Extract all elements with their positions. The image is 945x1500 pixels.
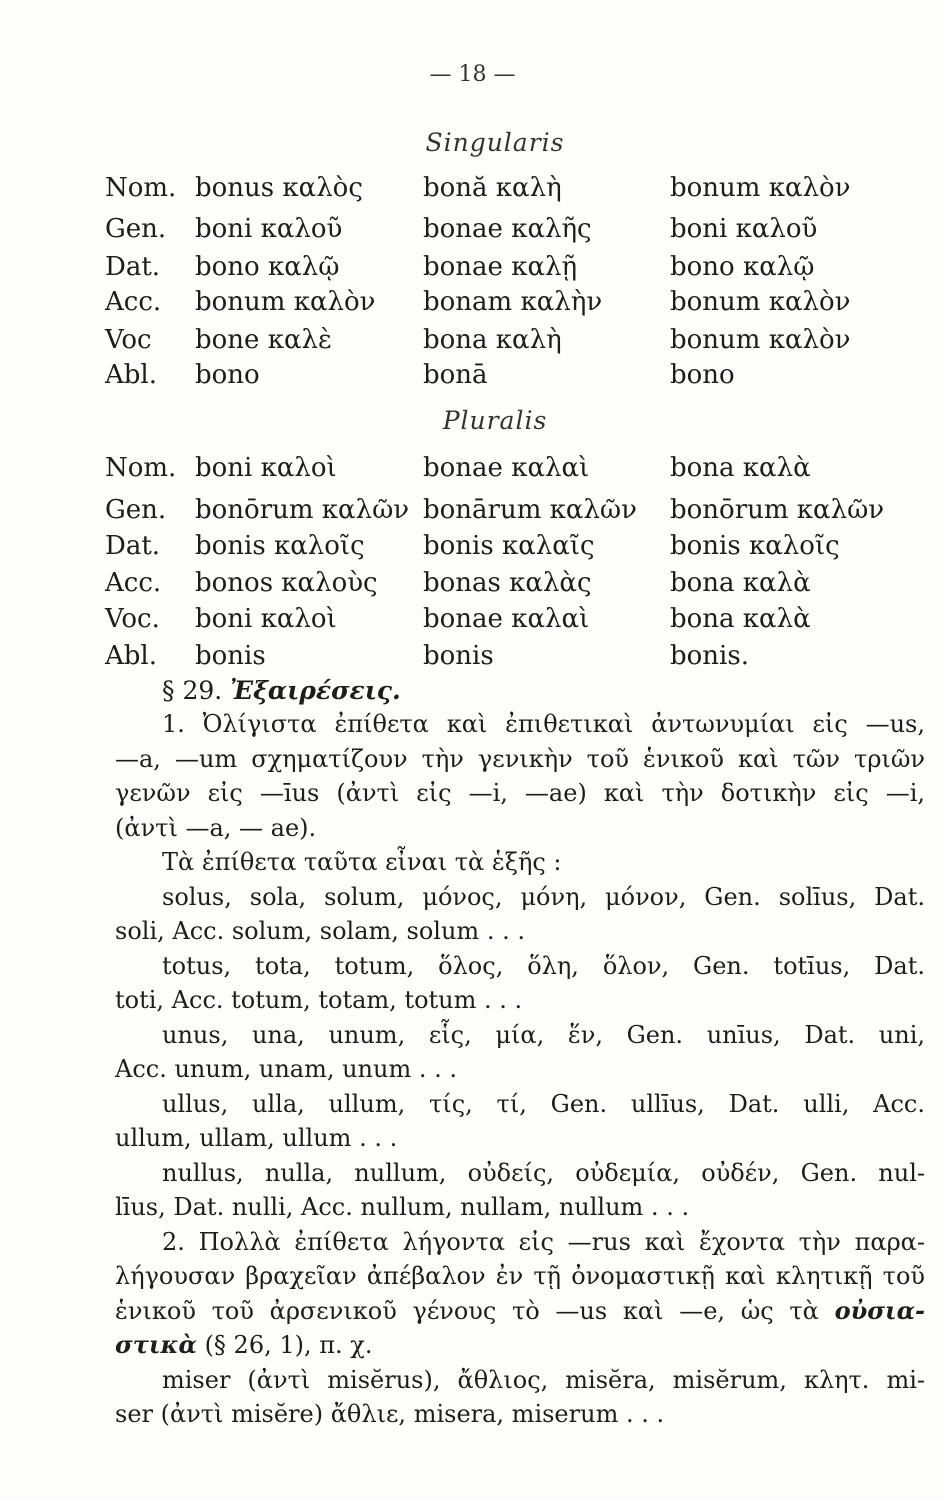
feminine-form: bonārum καλῶν [423, 495, 637, 525]
text-line: λήγουσαν βραχεῖαν ἀπέβαλον ἐν τῇ ὀνομαστικῇ καὶ κλητικῇ τοῦ [115, 1262, 925, 1290]
text-line: —a, —um σχηματίζουν τὴν γενικὴν τοῦ ἑνικοῦ καὶ τῶν τριῶν [115, 744, 925, 773]
case-label: Voc [105, 325, 152, 355]
masculine-form: bono [195, 360, 260, 390]
neuter-form: bonum καλὸν [670, 173, 851, 203]
masculine-form: bono καλῷ [195, 252, 340, 282]
text-line: nullus, nulla, nullum, οὐδείς, οὐδεμία, οὐδέν, Gen. nul- [162, 1158, 925, 1187]
feminine-form: bonae καλῆς [423, 214, 592, 244]
case-label: Voc. [105, 604, 160, 634]
neuter-form: bono [670, 360, 735, 390]
section-title: Ἐξαιρέσεις. [230, 676, 401, 705]
text-line: 2. Πολλὰ ἐπίθετα λήγοντα εἰς —rus καὶ ἔχοντα τὴν παρα- [162, 1227, 925, 1256]
masculine-form: boni καλοὶ [195, 453, 337, 483]
feminine-form: bonis [423, 641, 494, 671]
case-label: Gen. [105, 214, 167, 244]
text-line: līus, Dat. nulli, Acc. nullum, nullam, nullum . . . [115, 1193, 690, 1221]
section-heading [162, 674, 401, 708]
case-label: Acc. [105, 287, 162, 317]
case-label: Dat. [105, 252, 161, 282]
text-line-with-emphasis [115, 1294, 925, 1329]
neuter-form: bona καλὰ [670, 604, 811, 634]
neuter-form: bonōrum καλῶν [670, 495, 885, 525]
text-line: ullus, ulla, ullum, τίς, τί, Gen. ullīus, Dat. ulli, Acc. [162, 1089, 925, 1118]
masculine-form: bonis καλοῖς [195, 531, 365, 561]
masculine-form: bonus καλὸς [195, 173, 363, 203]
neuter-form: bonum καλὸν [670, 287, 851, 317]
neuter-form: bona καλὰ [670, 453, 811, 483]
emphasis-word: στικὰ [115, 1330, 197, 1359]
page-number: — 18 — [429, 62, 516, 87]
text-line: Τὰ ἐπίθετα ταῦτα εἶναι τὰ ἑξῆς : [162, 848, 562, 876]
feminine-form: bonam καλὴν [423, 287, 603, 317]
feminine-form: bona καλὴ [423, 325, 562, 355]
case-label: Nom. [105, 173, 177, 203]
text-line: γενῶν εἰς —īus (ἀντὶ εἰς —i, —ae) καὶ τὴν δοτικὴν εἰς —i, [115, 779, 925, 807]
text-line: toti, Acc. totum, totam, totum . . . [115, 986, 523, 1014]
case-label: Dat. [105, 531, 161, 561]
text-line: ser (ἀντὶ misĕre) ἄθλιε, misera, miserum . . . [115, 1400, 665, 1428]
feminine-form: bonae καλαὶ [423, 453, 590, 483]
text-segment: (§ 26, 1), π. χ. [204, 1331, 373, 1359]
masculine-form: boni καλοῦ [195, 214, 343, 244]
feminine-form: bonă καλὴ [423, 173, 562, 203]
feminine-form: bonā [423, 360, 488, 390]
neuter-form: bonis. [670, 641, 749, 671]
text-line: totus, tota, totum, ὅλος, ὅλη, ὅλον, Gen. totīus, Dat. [162, 951, 925, 980]
text-line: ullum, ullam, ullum . . . [115, 1124, 398, 1152]
text-line-with-emphasis [115, 1328, 925, 1363]
neuter-form: bonis καλοῖς [670, 531, 840, 561]
neuter-form: boni καλοῦ [670, 214, 818, 244]
masculine-form: bonos καλοὺς [195, 568, 378, 598]
feminine-form: bonae καλαὶ [423, 604, 590, 634]
text-line: soli, Acc. solum, solam, solum . . . [115, 917, 525, 945]
masculine-form: bonōrum καλῶν [195, 495, 410, 525]
case-label: Abl. [105, 641, 157, 671]
text-line: miser (ἀντὶ misĕrus), ἄθλιος, misĕra, misĕrum, κλητ. mi- [162, 1365, 925, 1394]
main-text [115, 707, 925, 1432]
text-segment: ἑνικοῦ τοῦ ἀρσενικοῦ γένους τὸ —us καὶ —e, ὡς τὰ [115, 1296, 819, 1325]
case-label: Acc. [105, 568, 162, 598]
case-label: Gen. [105, 495, 167, 525]
feminine-form: bonae καλῇ [423, 252, 578, 282]
neuter-form: bonum καλὸν [670, 325, 851, 355]
text-line: 1. Ὀλίγιστα ἐπίθετα καὶ ἐπιθετικαὶ ἀντωνυμίαι εἰς —us, [162, 710, 925, 738]
emphasis-word: οὐσια- [834, 1295, 926, 1325]
text-line: (ἀντὶ —a, — ae). [115, 813, 317, 842]
feminine-form: bonas καλὰς [423, 568, 592, 598]
singular-title: Singularis [425, 128, 565, 157]
feminine-form: bonis καλαῖς [423, 531, 595, 561]
plural-title: Pluralis [442, 406, 548, 435]
neuter-form: bono καλῷ [670, 252, 815, 282]
section-number: § 29. [162, 676, 223, 705]
case-label: Nom. [105, 453, 177, 483]
text-line: unus, una, unum, εἷς, μία, ἕν, Gen. unīus, Dat. uni, [162, 1020, 925, 1049]
masculine-form: bone καλὲ [195, 325, 332, 355]
masculine-form: bonum καλὸν [195, 287, 376, 317]
masculine-form: bonis [195, 641, 266, 671]
text-line: Acc. unum, unam, unum . . . [115, 1055, 457, 1083]
case-label: Abl. [105, 360, 157, 390]
text-line: solus, sola, solum, μόνος, μόνη, μόνον, Gen. solīus, Dat. [162, 882, 925, 911]
neuter-form: bona καλὰ [670, 568, 811, 598]
masculine-form: boni καλοὶ [195, 604, 337, 634]
